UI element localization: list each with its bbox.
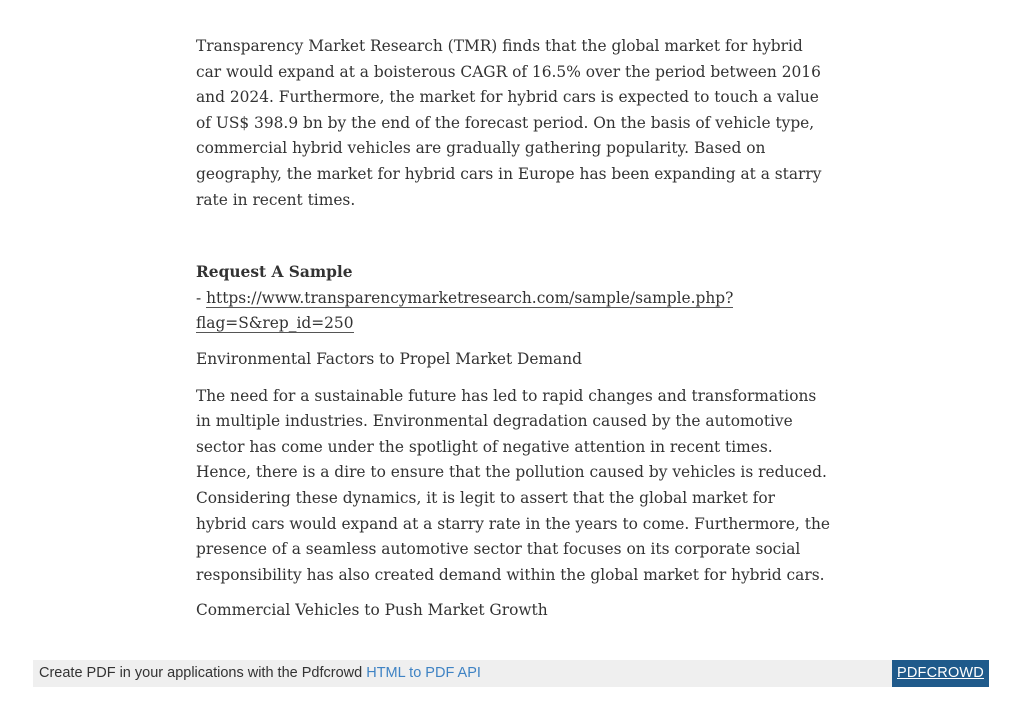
request-sample-heading: Request A Sample [196,263,353,282]
sample-link-prefix: - [196,288,207,307]
footer-text: Create PDF in your applications with the Pdfcrowd [39,665,367,681]
pdfcrowd-badge-button[interactable]: PDFCROWD [892,660,989,687]
request-sample-block [196,260,830,337]
sample-request-link[interactable]: https://www.transparencymarketresearch.com/sample/sample.php?flag=S&rep_id=250 [196,288,734,333]
sample-link-row [196,286,830,337]
commercial-vehicles-heading: Commercial Vehicles to Push Market Growth [196,601,548,620]
intro-paragraph: Transparency Market Research (TMR) finds that the global market for hybrid car would expand at a boisterous CAGR of 16.5% over the period between 2016 and 2024. Furthermore, the market for hybrid cars is expected to touch a value of US$ 398.9 bn by the end of the forecast period. On the basis of vehicle type, commercial hybrid vehicles are gradually gathering popularity. Based on geography, the market for hybrid cars in Europe has been expanding at a starry rate in recent times. [196,37,822,209]
footer-text-row [39,665,481,681]
article-body [196,34,830,624]
environmental-factors-heading: Environmental Factors to Propel Market Demand [196,349,582,368]
html-to-pdf-api-link[interactable]: HTML to PDF API [366,665,481,681]
pdfcrowd-footer [33,660,989,687]
environmental-factors-paragraph: The need for a sustainable future has led to rapid changes and transformations in multiple industries. Environmental degradation caused by the automotive sector has come under the spotlight of negative attention in recent times. Hence, there is a dire to ensure that the pollution caused by vehicles is reduced. Considering these dynamics, it is legit to assert that the global market for hybrid cars would expand at a starry rate in the years to come. Furthermore, the presence of a seamless automotive sector that focuses on its corporate social responsibility has also created demand within the global market for hybrid cars. [196,386,831,584]
